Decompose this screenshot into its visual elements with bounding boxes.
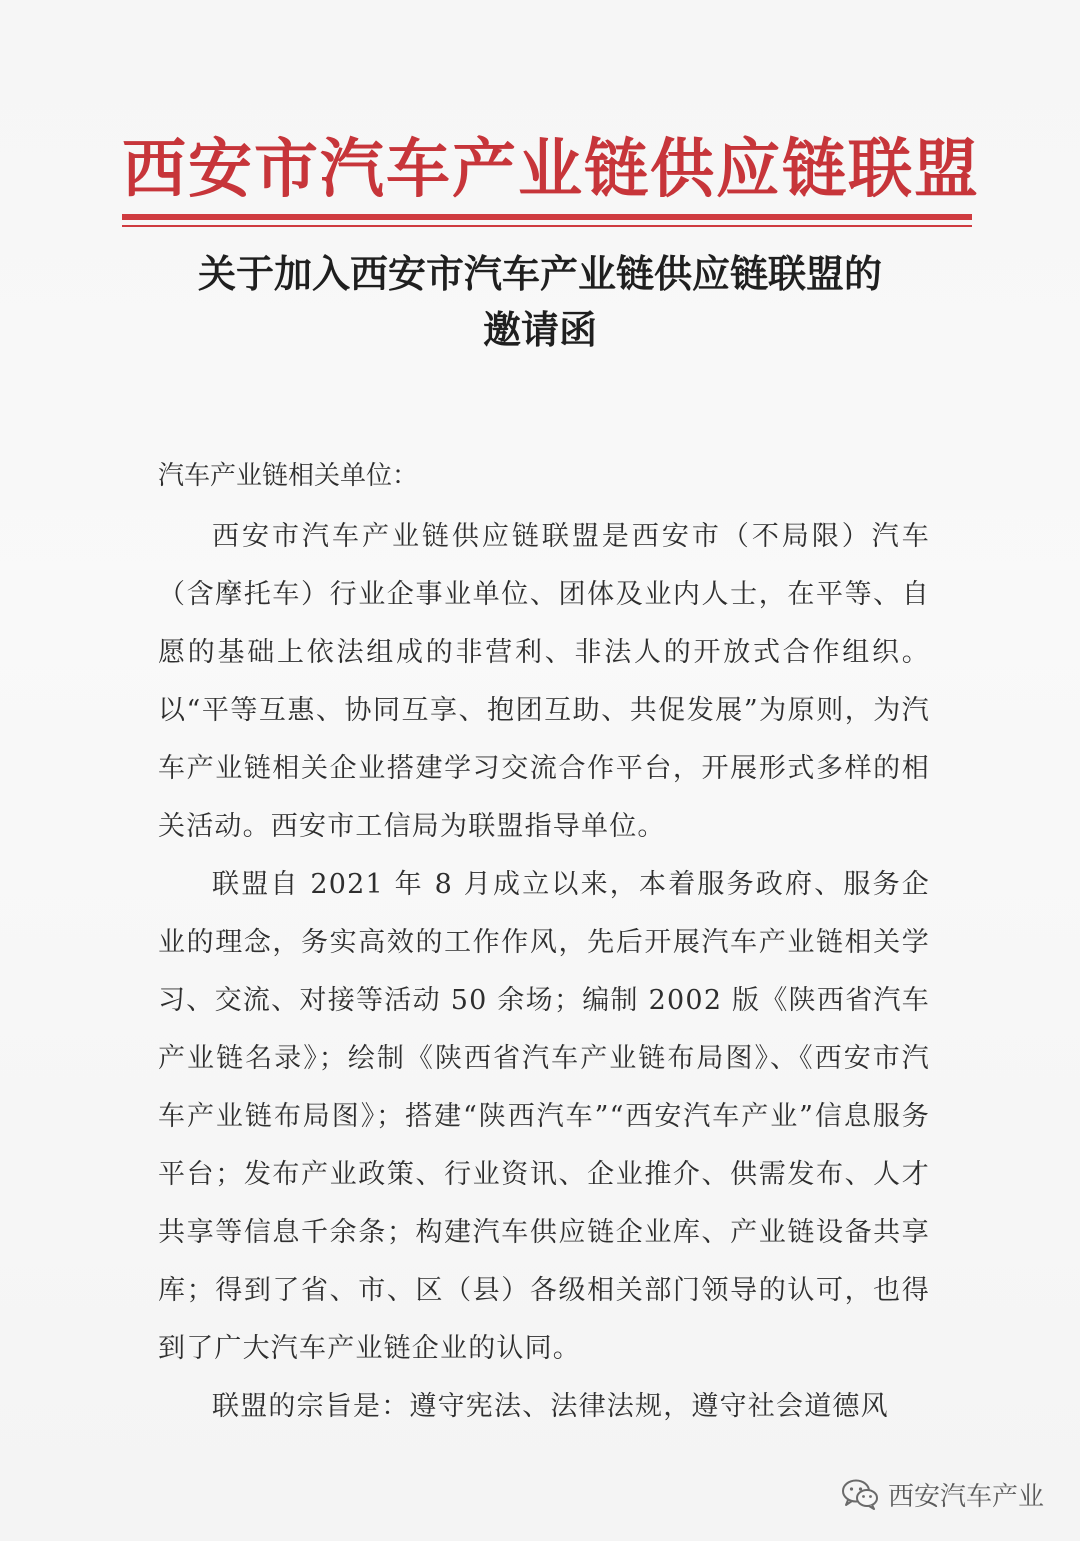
letterhead-rule-thin	[122, 225, 972, 227]
document-title-line-2: 邀请函	[482, 308, 597, 352]
salutation: 汽车产业链相关单位：	[158, 461, 419, 491]
letterhead-title: 西安市汽车产业链供应链联盟	[122, 132, 980, 207]
letterhead-rule-thick	[122, 214, 972, 220]
paragraph-3: 联盟的宗旨是：遵守宪法、法律法规，遵守社会道德风	[212, 1391, 889, 1422]
paragraph-1: 西安市汽车产业链供应链联盟是西安市（不局限）汽车（含摩托车）行业企事业单位、团体及业内人士，在平等、自愿的基础上依法组成的非营利、非法人的开放式合作组织。以“平等互惠、协同互享、抱团互助、共促发展”为原则，为汽车产业链相关企业搭建学习交流合作平台，开展形式多样的相关活动。西安市工信局为联盟指导单位。	[158, 521, 930, 842]
document-title	[120, 246, 960, 358]
paragraph-2: 联盟自 2021 年 8 月成立以来，本着服务政府、服务企业的理念，务实高效的工作作风，先后开展汽车产业链相关学习、交流、对接等活动 50 余场；编制 2002 版《陕西省汽车产业链名录》；绘制《陕西省汽车产业链布局图》、《西安市汽车产业链布局图》；搭建“陕西汽车”“西安汽车产业”信息服务平台；发布产业政策、行业资讯、企业推介、供需发布、人才共享等信息千余条；构建汽车供应链企业库、产业链设备共享库；得到了省、市、区（县）各级相关部门领导的认可，也得到了广大汽车产业链企业的认同。	[158, 869, 930, 1364]
watermark-text: 西安汽车产业	[887, 1481, 1044, 1512]
wechat-icon	[840, 1478, 880, 1510]
watermark	[840, 1474, 1044, 1514]
body-text	[158, 508, 930, 1436]
document-title-line-1: 关于加入西安市汽车产业链供应链联盟的	[197, 252, 882, 296]
